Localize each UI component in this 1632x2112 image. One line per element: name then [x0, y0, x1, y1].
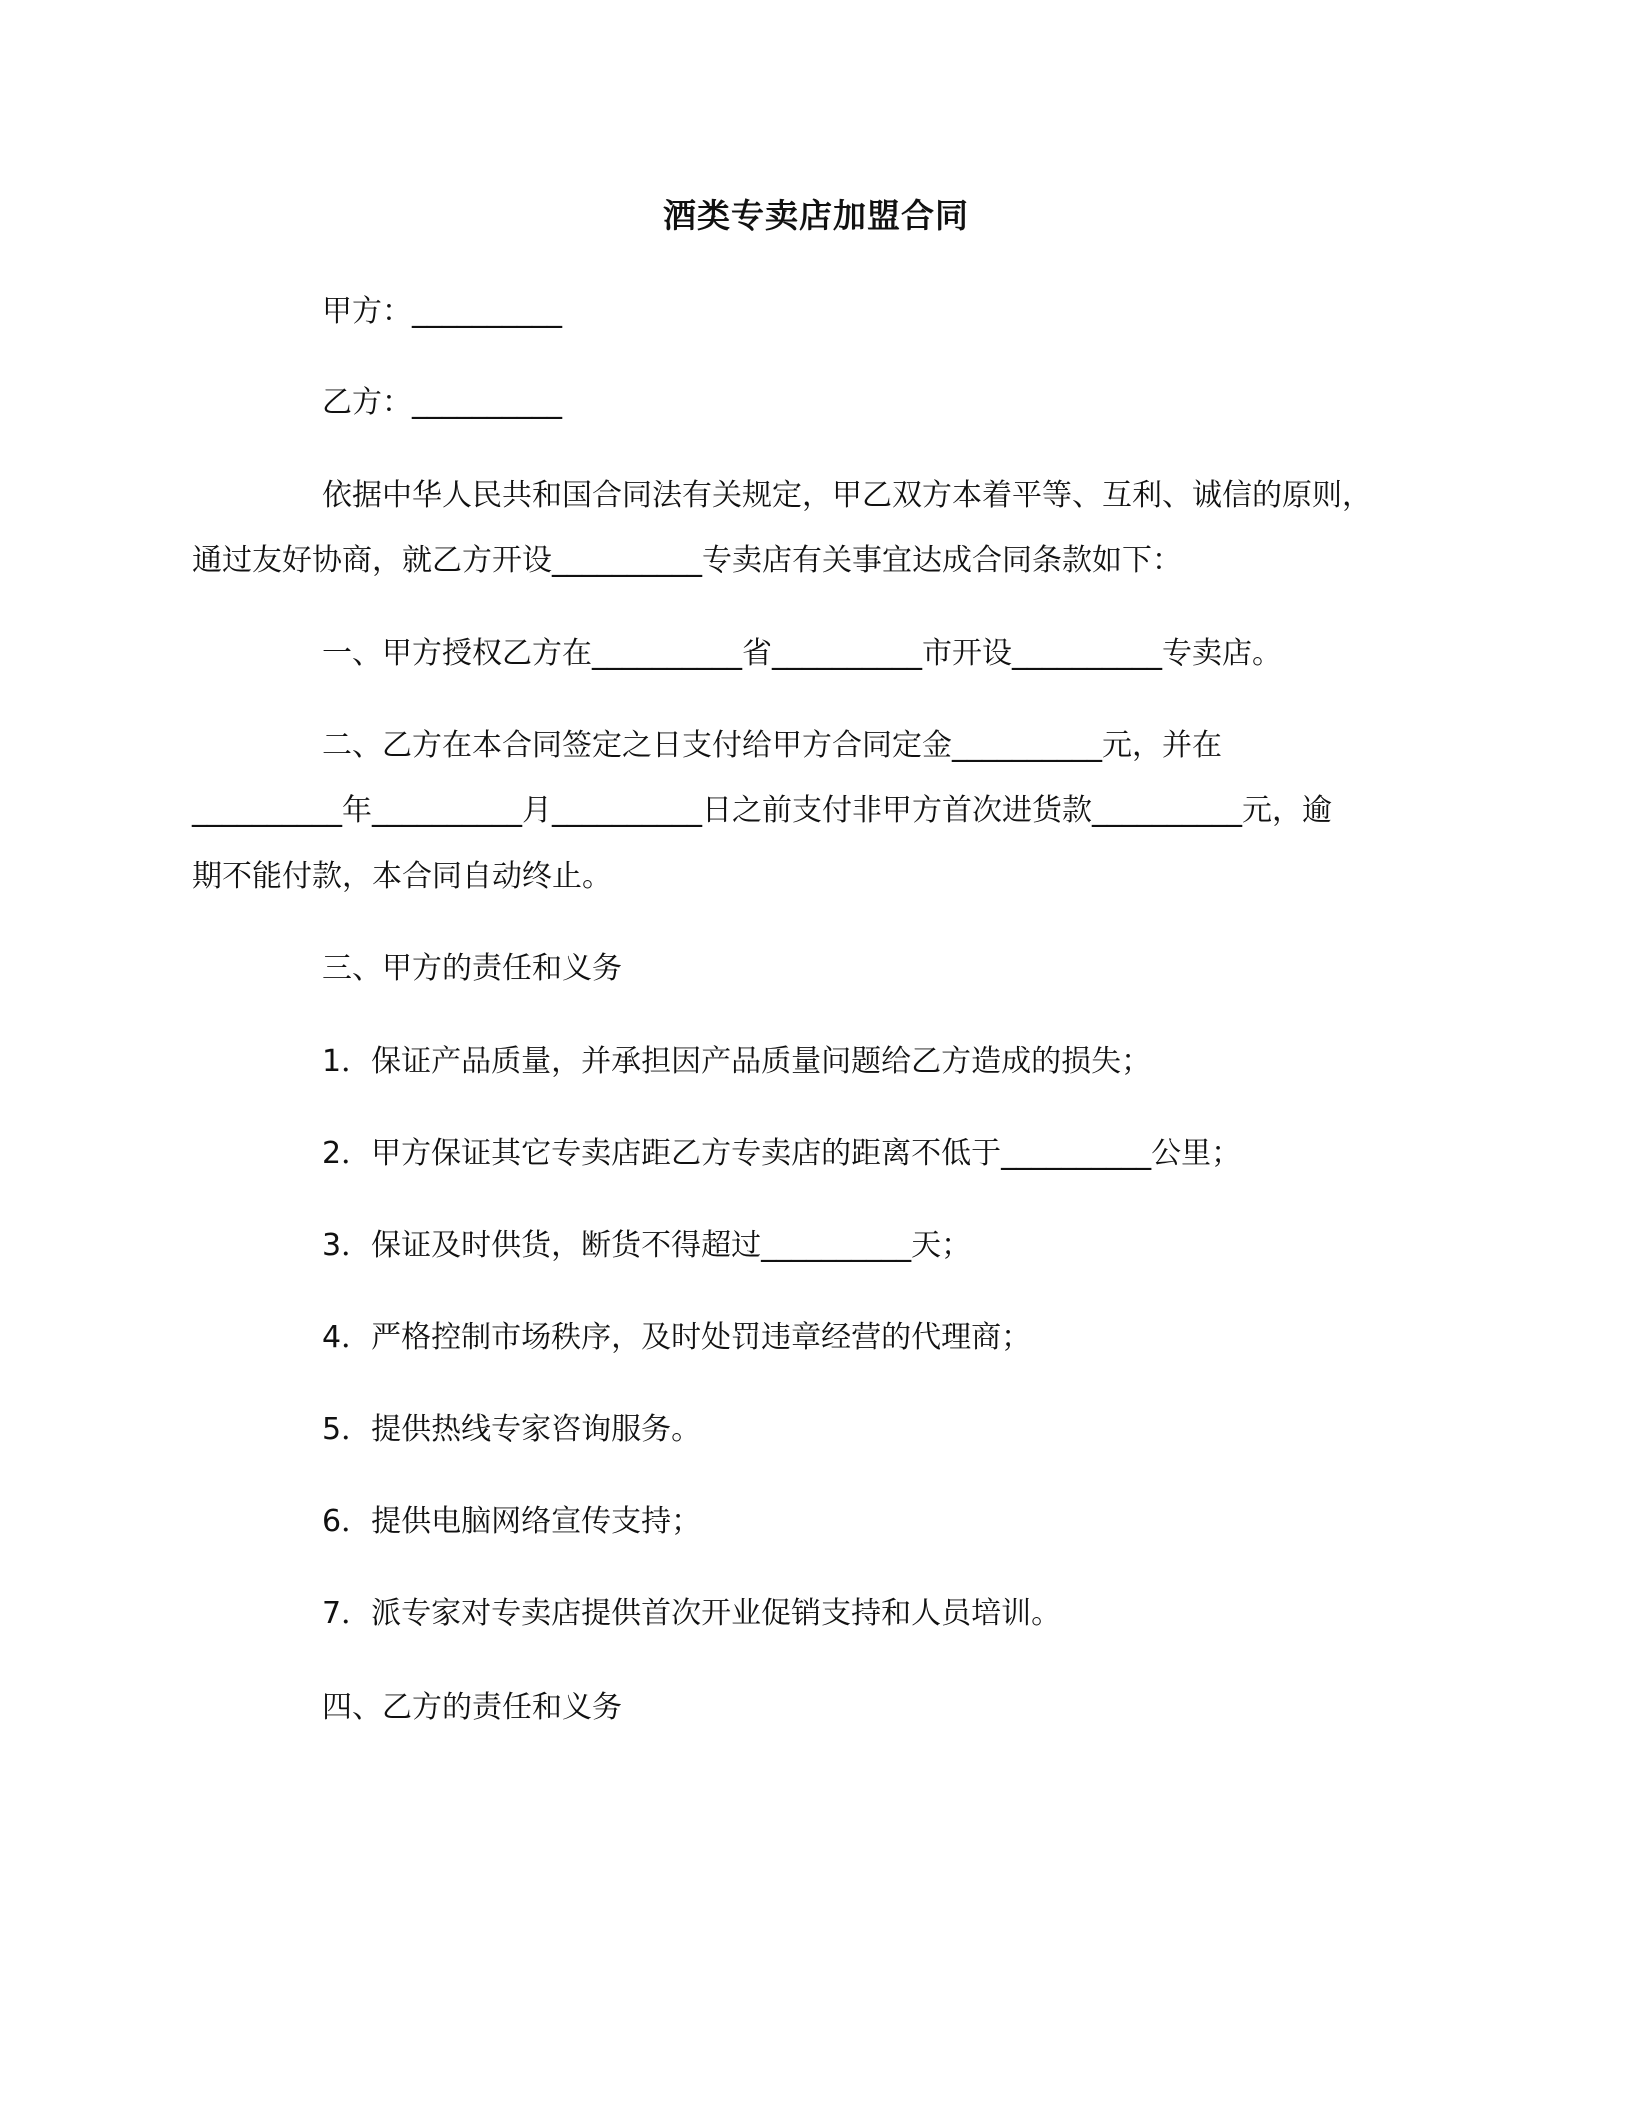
intro-paragraph-line-2: 通过友好协商，就乙方开设__________专卖店有关事宜达成合同条款如下：	[192, 543, 1182, 578]
clause-2-line-1: 二、乙方在本合同签定之日支付给甲方合同定金__________元，并在	[322, 728, 1222, 763]
clause-3-item: 6．提供电脑网络宣传支持；	[322, 1504, 702, 1539]
intro-paragraph-line-1: 依据中华人民共和国合同法有关规定，甲乙双方本着平等、互利、诚信的原则，	[322, 478, 1372, 513]
clause-1: 一、甲方授权乙方在__________省__________市开设__________专卖店。	[322, 636, 1282, 671]
clause-2-line-3: 期不能付款，本合同自动终止。	[192, 859, 612, 894]
clause-3-item: 2．甲方保证其它专卖店距乙方专卖店的距离不低于__________公里；	[322, 1136, 1242, 1171]
document-title: 酒类专卖店加盟合同	[663, 196, 969, 235]
clause-2-line-2: __________年__________月__________日之前支付非甲方首次进货款__________元，逾	[192, 793, 1332, 828]
clause-3-item: 7．派专家对专卖店提供首次开业促销支持和人员培训。	[322, 1596, 1062, 1631]
clause-3-item: 3．保证及时供货，断货不得超过__________天；	[322, 1228, 972, 1263]
clause-4-heading: 四、乙方的责任和义务	[322, 1690, 622, 1725]
clause-3-item: 4．严格控制市场秩序，及时处罚违章经营的代理商；	[322, 1320, 1032, 1355]
clause-3-heading: 三、甲方的责任和义务	[322, 951, 622, 986]
party-b-line: 乙方：__________	[322, 385, 562, 420]
clause-3-item: 5．提供热线专家咨询服务。	[322, 1412, 702, 1447]
party-a-line: 甲方：__________	[322, 294, 562, 329]
clause-3-item: 1．保证产品质量，并承担因产品质量问题给乙方造成的损失；	[322, 1044, 1152, 1079]
